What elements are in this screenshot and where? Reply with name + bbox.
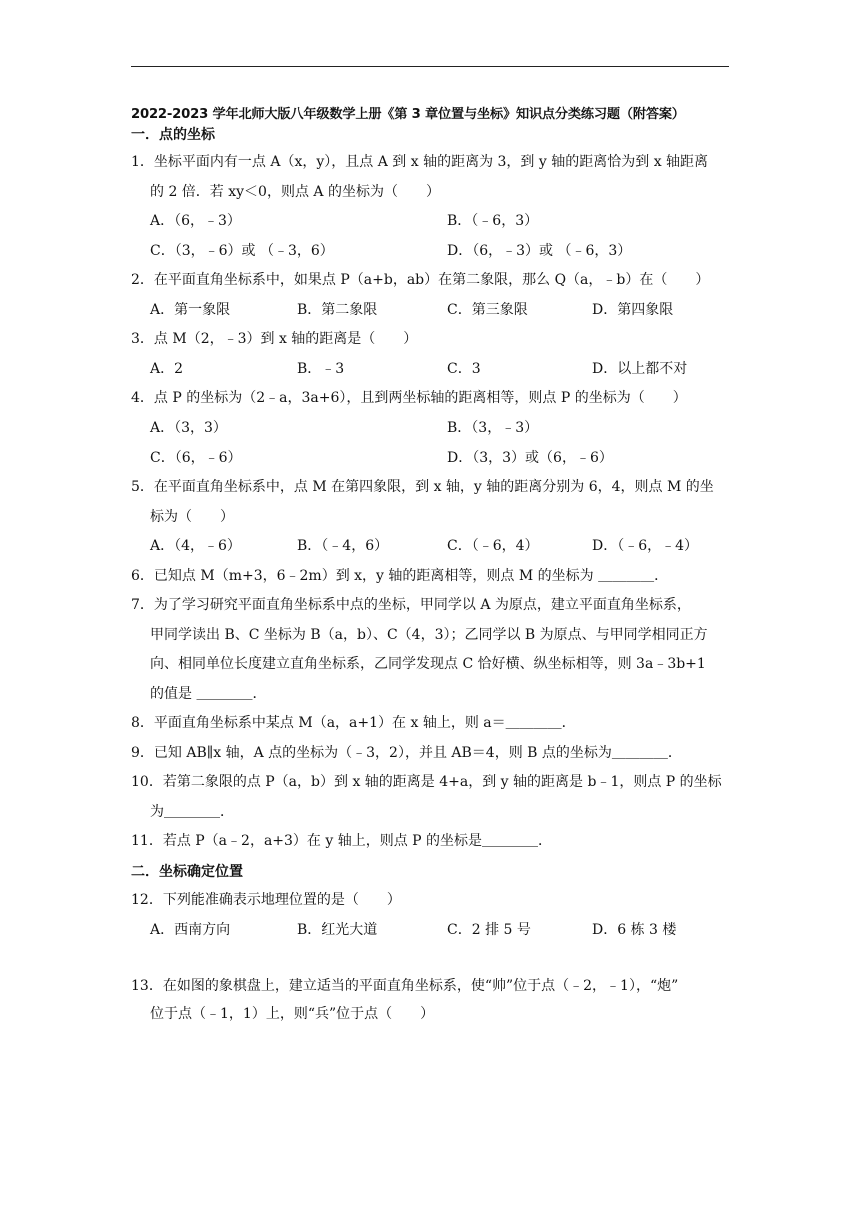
question-3-option-d: D．以上都不对 — [592, 361, 688, 377]
question-2: 2．在平面直角坐标系中，如果点 P（a+b，ab）在第二象限，那么 Q（a，﹣b）在（ ） — [131, 272, 710, 288]
question-12-option-d: D．6 栋 3 楼 — [592, 922, 677, 938]
question-9: 9．已知 AB∥x 轴，A 点的坐标为（﹣3，2），并且 AB＝4，则 B 点的坐标为＿＿＿＿． — [131, 745, 682, 761]
section-heading-coordinate-position: 二．坐标确定位置 — [131, 864, 243, 880]
question-3-option-b: B．﹣3 — [297, 361, 345, 377]
question-7-line-2: 甲同学读出 B、C 坐标为 B（a，b）、C（4，3）；乙同学以 B 为原点、与甲同学相同正方 — [150, 627, 708, 643]
question-4-option-c: C．（6，﹣6） — [150, 450, 242, 466]
question-7-line-3: 向、相同单位长度建立直角坐标系，乙同学发现点 C 恰好横、纵坐标相等，则 3a﹣3b+1 — [150, 656, 706, 672]
question-3-option-c: C．3 — [447, 361, 481, 377]
question-1-line-1: 1．坐标平面内有一点 A（x，y），且点 A 到 x 轴的距离为 3，到 y 轴的距离恰为到 x 轴距离 — [131, 154, 709, 170]
question-7-line-4: 的值是 ＿＿＿＿． — [150, 686, 267, 702]
question-13-line-2: 位于点（﹣1，1）上，则“兵”位于点（ ） — [150, 1006, 435, 1022]
question-4-option-a: A．（3，3） — [150, 420, 227, 436]
question-13-line-1: 13．在如图的象棋盘上，建立适当的平面直角坐标系，使“帅”位于点（﹣2，﹣1），“炮” — [131, 978, 679, 994]
question-5-option-b: B．（﹣4，6） — [297, 538, 389, 554]
question-5-line-2: 标为（ ） — [150, 509, 234, 525]
question-12-option-b: B．红光大道 — [297, 922, 378, 938]
question-2-option-c: C．第三象限 — [447, 302, 528, 318]
question-12-option-c: C．2 排 5 号 — [447, 922, 531, 938]
question-5-option-d: D．（﹣6，﹣4） — [592, 538, 699, 554]
section-heading-point-coordinates: 一．点的坐标 — [131, 127, 215, 143]
question-6: 6．已知点 M（m+3，6﹣2m）到 x，y 轴的距离相等，则点 M 的坐标为 ＿＿＿＿． — [131, 568, 669, 584]
question-2-option-b: B．第二象限 — [297, 302, 378, 318]
question-12-option-a: A．西南方向 — [150, 922, 231, 938]
question-3: 3．点 M（2，﹣3）到 x 轴的距离是（ ） — [131, 331, 418, 347]
question-5-line-1: 5．在平面直角坐标系中，点 M 在第四象限，到 x 轴，y 轴的距离分别为 6，4，则点 M 的坐 — [131, 479, 714, 495]
question-4-option-d: D．（3，3）或（6，﹣6） — [447, 450, 613, 466]
question-1-line-2: 的 2 倍．若 xy＜0，则点 A 的坐标为（ ） — [150, 184, 440, 200]
question-1-option-d: D．（6，﹣3）或 （﹣6，3） — [447, 243, 632, 259]
question-11: 11．若点 P（a﹣2，a+3）在 y 轴上，则点 P 的坐标是＿＿＿＿． — [131, 833, 553, 849]
question-10-line-2: 为＿＿＿＿． — [150, 804, 234, 820]
question-1-option-c: C．（3，﹣6）或 （﹣3，6） — [150, 243, 334, 259]
page-title: 2022-2023 学年北师大版八年级数学上册《第 3 章位置与坐标》知识点分类练习题（附答案） — [131, 107, 685, 122]
header-rule — [131, 66, 729, 67]
question-12: 12．下列能准确表示地理位置的是（ ） — [131, 892, 401, 908]
question-3-option-a: A．2 — [150, 361, 184, 377]
question-5-option-a: A．（4，﹣6） — [150, 538, 241, 554]
question-1-option-b: B．（﹣6，3） — [447, 213, 539, 229]
question-2-option-a: A．第一象限 — [150, 302, 231, 318]
question-2-option-d: D．第四象限 — [592, 302, 674, 318]
question-7-line-1: 7．为了学习研究平面直角坐标系中点的坐标，甲同学以 A 为原点，建立平面直角坐标系， — [131, 597, 691, 613]
question-8: 8．平面直角坐标系中某点 M（a，a+1）在 x 轴上，则 a＝＿＿＿＿． — [131, 715, 576, 731]
question-1-option-a: A．（6，﹣3） — [150, 213, 241, 229]
question-5-option-c: C．（﹣6，4） — [447, 538, 539, 554]
question-10-line-1: 10．若第二象限的点 P（a，b）到 x 轴的距离是 4+a，到 y 轴的距离是 b﹣1，则点 P 的坐标 — [131, 774, 722, 790]
question-4: 4．点 P 的坐标为（2﹣a，3a+6），且到两坐标轴的距离相等，则点 P 的坐标为（ ） — [131, 390, 687, 406]
question-4-option-b: B．（3，﹣3） — [447, 420, 539, 436]
